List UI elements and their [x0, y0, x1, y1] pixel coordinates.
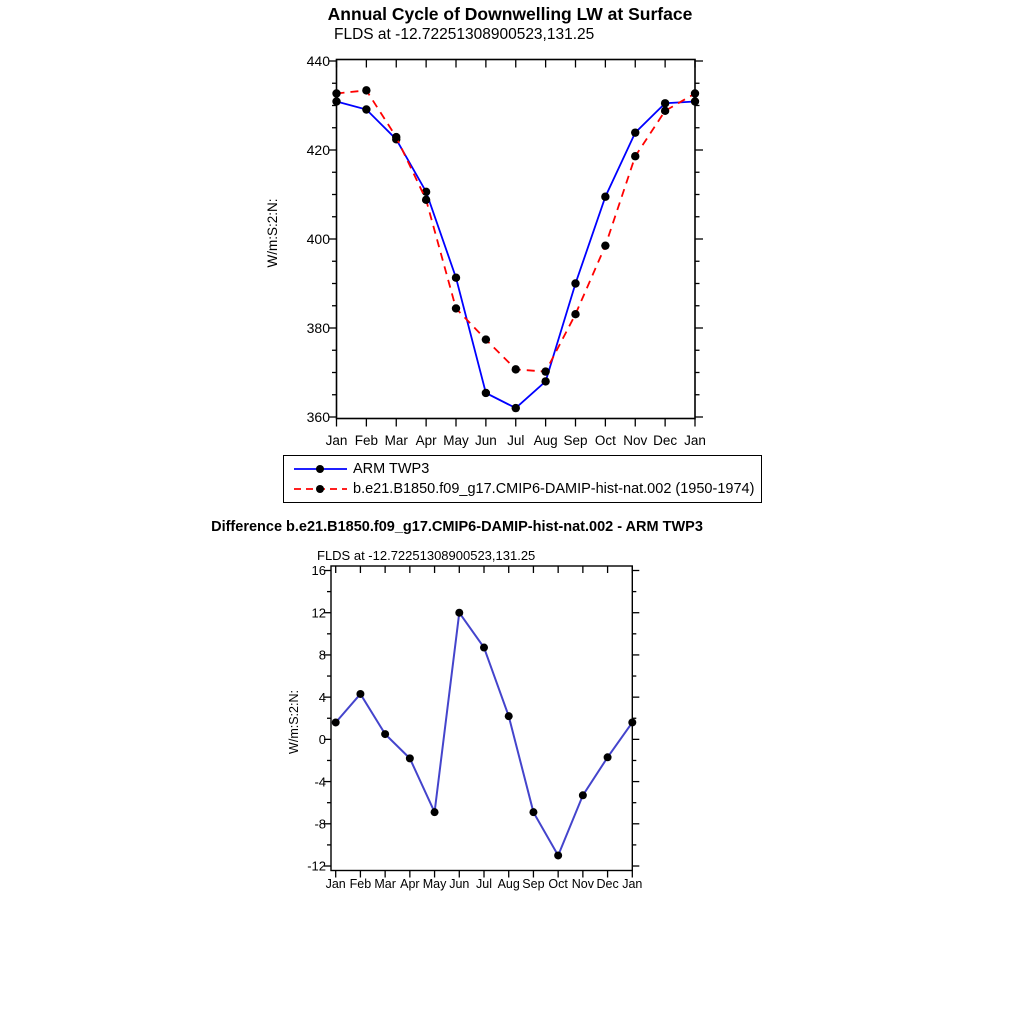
annual-cycle-chart-marker: [571, 310, 579, 318]
annual-cycle-chart-x-tick-label: Aug: [533, 433, 558, 448]
difference-chart-x-tick-label: Sep: [522, 877, 545, 891]
chart2-title: Difference b.e21.B1850.f09_g17.CMIP6-DAMIP-hist-nat.002 - ARM TWP3: [211, 519, 703, 535]
annual-cycle-chart-marker: [362, 86, 370, 94]
annual-cycle-chart-x-tick-label: Nov: [623, 433, 648, 448]
annual-cycle-chart-marker: [512, 365, 520, 373]
annual-cycle-chart-y-tick-label: 380: [306, 320, 330, 337]
legend-entries: [293, 459, 757, 499]
difference-chart-x-tick-label: Jun: [449, 877, 470, 891]
legend-line-sample: [293, 482, 348, 496]
difference-chart-x-tick-label: May: [422, 877, 447, 891]
annual-cycle-chart-y-tick-label: 400: [306, 231, 330, 248]
legend-box: [283, 455, 762, 503]
difference-chart-y-tick-label: -8: [314, 816, 326, 832]
annual-cycle-chart-marker: [332, 89, 340, 97]
annual-cycle-chart-x-tick-label: Jul: [507, 433, 525, 448]
annual-cycle-chart-x-tick-label: Dec: [653, 433, 678, 448]
annual-cycle-chart-marker: [691, 97, 699, 105]
annual-cycle-chart-x-tick-label: Apr: [415, 433, 437, 448]
difference-chart-y-tick-label: -12: [307, 858, 326, 874]
annual-cycle-chart-x-tick-label: Mar: [384, 433, 408, 448]
annual-cycle-chart-marker: [332, 97, 340, 105]
annual-cycle-chart-x-tick-label: Feb: [354, 433, 379, 448]
difference-chart-marker: [505, 712, 513, 720]
annual-cycle-chart-marker: [452, 274, 460, 282]
difference-chart-x-tick-label: Oct: [548, 877, 568, 891]
annual-cycle-chart-marker: [512, 404, 520, 412]
legend-entry-label: ARM TWP3: [353, 461, 430, 477]
chart1-title: Annual Cycle of Downwelling LW at Surface: [327, 4, 693, 24]
difference-chart-marker: [431, 808, 439, 816]
annual-cycle-chart-x-tick-label: May: [443, 433, 469, 448]
difference-chart-y-tick-label: 16: [311, 563, 326, 579]
chart2-subtitle: FLDS at -12.72251308900523,131.25: [317, 548, 536, 563]
difference-chart-y-tick-label: -4: [314, 774, 326, 790]
annual-cycle-chart-marker: [571, 279, 579, 287]
annual-cycle-chart-marker: [601, 193, 609, 201]
annual-cycle-chart-marker: [631, 152, 639, 160]
legend-entry-0: [293, 459, 757, 479]
annual-cycle-chart-marker: [661, 99, 669, 107]
difference-chart: [307, 563, 642, 891]
difference-chart-y-tick-label: 4: [318, 689, 326, 705]
difference-chart-series-0: [332, 609, 637, 860]
annual-cycle-chart-marker: [691, 89, 699, 97]
annual-cycle-chart-marker: [631, 128, 639, 136]
annual-cycle-chart-marker: [452, 304, 460, 312]
annual-cycle-chart-x-tick-label: Jun: [474, 433, 497, 448]
annual-cycle-chart-x-ticks: [326, 60, 706, 449]
annual-cycle-chart-marker: [482, 389, 490, 397]
difference-chart-x-tick-label: Jan: [325, 877, 346, 891]
annual-cycle-chart-marker: [392, 133, 400, 141]
difference-chart-x-tick-label: Nov: [571, 877, 594, 891]
annual-cycle-chart-x-tick-label: Jan: [325, 433, 348, 448]
difference-chart-y-tick-label: 12: [311, 605, 326, 621]
annual-cycle-chart-frame: [337, 60, 696, 419]
difference-chart-marker: [604, 753, 612, 761]
annual-cycle-chart-y-tick-label: 420: [306, 142, 330, 159]
difference-chart-marker: [628, 718, 636, 726]
annual-cycle-chart-x-tick-label: Sep: [563, 433, 588, 448]
legend-entry-1: [293, 479, 757, 499]
difference-chart-x-tick-label: Mar: [374, 877, 396, 891]
annual-cycle-chart-y-tick-label: 440: [306, 53, 330, 70]
annual-cycle-chart-line-0: [337, 101, 696, 408]
annual-cycle-chart-marker: [422, 196, 430, 204]
difference-chart-marker: [554, 851, 562, 859]
difference-chart-x-tick-label: Aug: [497, 877, 520, 891]
annual-cycle-chart-marker: [362, 105, 370, 113]
difference-chart-x-tick-label: Dec: [596, 877, 619, 891]
chart1-y-axis-label: W/m:S:2:N:: [265, 198, 280, 268]
annual-cycle-chart-marker: [482, 335, 490, 343]
difference-chart-x-tick-label: Jan: [622, 877, 643, 891]
difference-chart-marker: [381, 730, 389, 738]
annual-cycle-chart-series-0: [332, 97, 699, 412]
annual-cycle-chart: [307, 53, 706, 448]
difference-chart-x-tick-label: Apr: [400, 877, 420, 891]
difference-chart-marker: [529, 808, 537, 816]
difference-chart-x-ticks: [326, 566, 643, 891]
annual-cycle-chart-marker: [601, 241, 609, 249]
difference-chart-marker: [356, 690, 364, 698]
legend-line-sample: [293, 462, 348, 476]
difference-chart-y-tick-label: 8: [318, 647, 326, 663]
difference-chart-marker: [455, 609, 463, 617]
difference-chart-x-tick-label: Feb: [349, 877, 372, 891]
chart2-y-axis-label: W/m:S:2:N:: [287, 690, 301, 754]
annual-cycle-chart-marker: [661, 107, 669, 115]
difference-chart-marker: [406, 754, 414, 762]
legend-entry-label: b.e21.B1850.f09_g17.CMIP6-DAMIP-hist-nat.002 (1950-1974): [353, 481, 755, 497]
annual-cycle-chart-x-tick-label: Oct: [594, 433, 616, 448]
annual-cycle-chart-y-tick-label: 360: [306, 409, 330, 426]
difference-chart-marker: [579, 791, 587, 799]
difference-chart-marker: [332, 718, 340, 726]
difference-chart-y-tick-label: 0: [318, 732, 326, 748]
difference-chart-y-ticks: [307, 563, 639, 874]
difference-chart-marker: [480, 644, 488, 652]
chart1-subtitle: FLDS at -12.72251308900523,131.25: [334, 26, 595, 43]
difference-chart-x-tick-label: Jul: [476, 877, 492, 891]
annual-cycle-chart-marker: [541, 367, 549, 375]
annual-cycle-chart-x-tick-label: Jan: [684, 433, 706, 448]
annual-cycle-chart-marker: [541, 377, 549, 385]
